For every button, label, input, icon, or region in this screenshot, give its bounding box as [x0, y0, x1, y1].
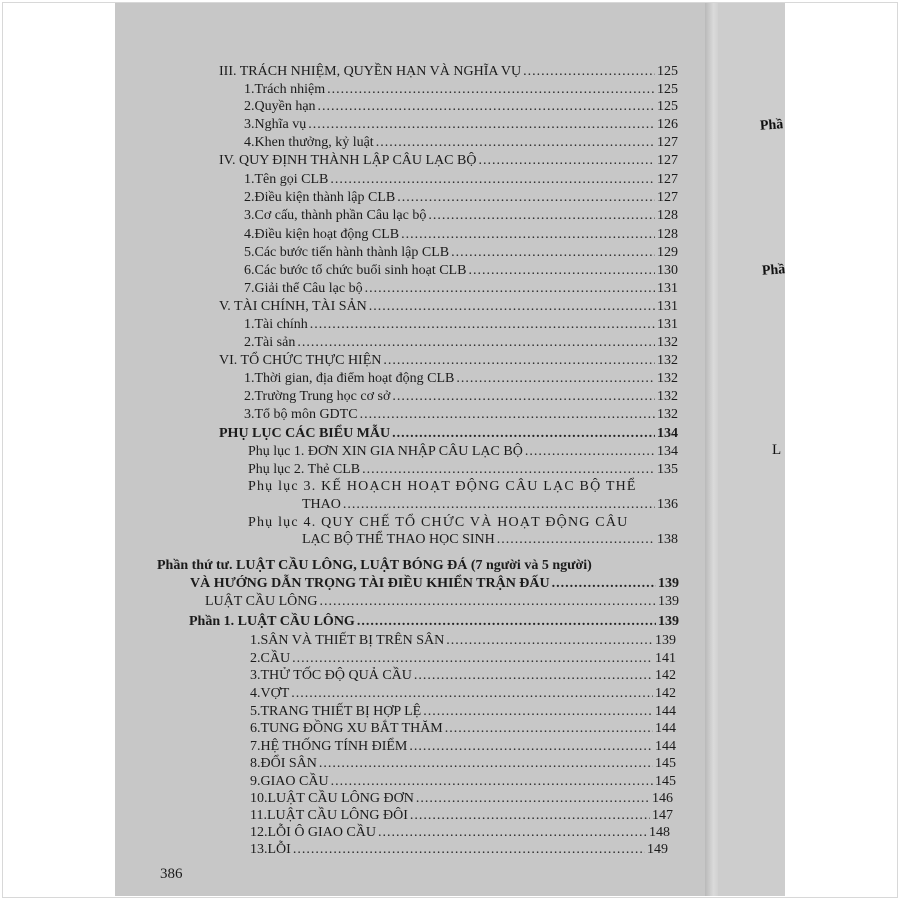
toc-entry: [302, 496, 678, 513]
toc-entry-page: 132: [657, 407, 678, 422]
page-number: 386: [160, 866, 183, 882]
toc-entry: [205, 593, 679, 610]
toc-entry-number: 6.: [250, 721, 261, 736]
toc-entry: [244, 244, 678, 261]
toc-dot-leader: [523, 63, 655, 80]
toc-entry-page: 148: [649, 825, 670, 840]
toc-entry-title: LUẬT CẦU LÔNG ĐƠN: [267, 791, 414, 806]
toc-dot-leader: [369, 298, 655, 315]
toc-entry-number: 2.: [244, 335, 255, 350]
toc-entry: [244, 171, 678, 188]
toc-entry-page: 132: [657, 353, 678, 368]
toc-entry-page: 144: [655, 739, 676, 754]
toc-entry-number: 2.: [244, 190, 255, 205]
toc-entry-title: Phụ lục 1. ĐƠN XIN GIA NHẬP CÂU LẠC BỘ: [248, 444, 523, 459]
toc-entry: [248, 443, 678, 460]
toc-entry-title: V. TÀI CHÍNH, TÀI SẢN: [219, 299, 367, 314]
toc-dot-leader: [343, 496, 655, 513]
toc-entry: [244, 98, 678, 115]
toc-entry-page: 134: [657, 426, 678, 441]
toc-entry-title: Phần thứ tư. LUẬT CẦU LÔNG, LUẬT BÓNG ĐÁ (7 người và 5 người): [157, 558, 592, 573]
toc-dot-leader: [552, 575, 656, 592]
toc-entry: [219, 298, 678, 315]
toc-entry-title: PHỤ LỤC CÁC BIỂU MẪU: [219, 426, 391, 441]
toc-dot-leader: [318, 98, 655, 115]
toc-dot-leader: [362, 461, 655, 478]
toc-dot-leader: [410, 807, 650, 824]
toc-entry-title: TRANG THIẾT BỊ HỢP LỆ: [260, 704, 422, 719]
toc-entry-page: 131: [657, 317, 678, 332]
toc-entry-number: 1.: [244, 172, 255, 187]
toc-entry-title: Điều kiện thành lập CLB: [254, 190, 396, 205]
toc-dot-leader: [392, 425, 655, 442]
toc-entry: [250, 703, 676, 720]
toc-dot-leader: [456, 370, 655, 387]
toc-entry-page: 149: [647, 842, 668, 857]
toc-entry-title: ĐỔI SÂN: [260, 756, 317, 771]
toc-entry: [250, 632, 676, 649]
toc-entry-title: LỖI: [267, 842, 291, 857]
toc-entry: [244, 207, 678, 224]
toc-entry: [250, 773, 676, 790]
toc-entry: [250, 790, 673, 807]
toc-entry: [244, 262, 678, 279]
toc-entry-title: Tài chính: [254, 317, 308, 332]
toc-dot-leader: [478, 152, 655, 169]
toc-entry-page: 144: [655, 704, 676, 719]
toc-entry-number: 4.: [244, 135, 255, 150]
toc-dot-leader: [292, 650, 653, 667]
toc-entry-number: 6.: [244, 263, 255, 278]
toc-dot-leader: [397, 189, 655, 206]
toc-dot-leader: [365, 280, 655, 297]
toc-entry-page: 142: [655, 686, 676, 701]
toc-dot-leader: [310, 316, 655, 333]
toc-dot-leader: [446, 632, 653, 649]
toc-entry-title: IV. QUY ĐỊNH THÀNH LẬP CÂU LẠC BỘ: [219, 153, 477, 168]
toc-entry: [244, 370, 678, 387]
toc-entry-number: 12.: [250, 825, 268, 840]
toc-entry-number: 7.: [250, 739, 261, 754]
toc-dot-leader: [308, 116, 655, 133]
toc-entry-number: 1.: [244, 371, 255, 386]
toc-entry-number: 3.: [250, 668, 261, 683]
toc-entry: [250, 841, 668, 858]
toc-entry-title: Phụ lục 2. Thẻ CLB: [248, 462, 361, 477]
toc-entry: [250, 738, 676, 755]
toc-entry-number: 3.: [244, 407, 255, 422]
toc-dot-leader: [291, 685, 653, 702]
toc-entry: [219, 152, 678, 169]
book-gutter: [705, 3, 719, 896]
toc-dot-leader: [525, 443, 655, 460]
toc-entry-page: 126: [657, 117, 678, 132]
toc-entry-number: 2.: [244, 389, 255, 404]
toc-entry-page: 135: [657, 462, 678, 477]
toc-entry-page: 127: [657, 135, 678, 150]
toc-entry-number: 7.: [244, 281, 255, 296]
toc-dot-leader: [320, 593, 656, 610]
toc-entry: [250, 685, 676, 702]
toc-entry-page: 131: [657, 281, 678, 296]
toc-entry-page: 132: [657, 371, 678, 386]
toc-entry-page: 132: [657, 335, 678, 350]
toc-entry-page: 127: [657, 153, 678, 168]
toc-dot-leader: [409, 738, 653, 755]
toc-entry: [248, 478, 646, 495]
toc-dot-leader: [497, 531, 655, 548]
toc-entry: [189, 613, 679, 630]
toc-entry: [244, 316, 678, 333]
toc-entry-title: CẦU: [260, 651, 291, 666]
toc-entry-number: 1.: [250, 633, 261, 648]
toc-entry-number: 10.: [250, 791, 268, 806]
toc-dot-leader: [423, 703, 653, 720]
toc-entry-number: 9.: [250, 774, 261, 789]
toc-entry-title: LỖI Ô GIAO CẦU: [267, 825, 376, 840]
toc-dot-leader: [331, 773, 653, 790]
toc-dot-leader: [383, 352, 655, 369]
toc-entry-number: 4.: [250, 686, 261, 701]
toc-entry-number: 3.: [244, 117, 255, 132]
toc-entry: [244, 334, 678, 351]
toc-entry: [250, 755, 676, 772]
toc-entry-title: Nghĩa vụ: [254, 117, 307, 132]
toc-entry-number: 2.: [244, 99, 255, 114]
toc-entry: [244, 280, 678, 297]
toc-dot-leader: [414, 667, 653, 684]
toc-entry-title: Trách nhiệm: [254, 82, 326, 97]
toc-entry-page: 136: [657, 497, 678, 512]
toc-entry-title: Quyền hạn: [254, 99, 316, 114]
toc-entry-number: 3.: [244, 208, 255, 223]
toc-entry: [250, 824, 670, 841]
toc-entry-number: 5.: [250, 704, 261, 719]
toc-entry: [244, 406, 678, 423]
toc-entry-title: Giải thể Câu lạc bộ: [254, 281, 363, 296]
toc-entry: [219, 63, 678, 80]
toc-entry: [157, 557, 646, 574]
toc-entry-page: 125: [657, 82, 678, 97]
toc-entry-title: Cơ cấu, thành phần Câu lạc bộ: [254, 208, 427, 223]
toc-dot-leader: [451, 244, 655, 261]
toc-entry-number: 8.: [250, 756, 261, 771]
toc-entry-page: 147: [652, 808, 673, 823]
toc-entry-page: 129: [657, 245, 678, 260]
toc-dot-leader: [428, 207, 655, 224]
toc-entry-page: 139: [658, 614, 679, 629]
toc-entry: [244, 116, 678, 133]
toc-entry-title: Phần 1. LUẬT CẦU LÔNG: [189, 614, 355, 629]
toc-entry-title: VÀ HƯỚNG DẪN TRỌNG TÀI ĐIỀU KHIỂN TRẬN ĐẤU: [190, 576, 550, 591]
toc-entry-number: 4.: [244, 227, 255, 242]
toc-entry-page: 128: [657, 208, 678, 223]
toc-entry: [219, 352, 678, 369]
toc-entry-page: 125: [657, 64, 678, 79]
right-page-text-fragment: Phầ: [761, 262, 786, 279]
toc-entry-page: 139: [658, 576, 679, 591]
toc-entry-page: 130: [657, 263, 678, 278]
toc-entry-title: Điều kiện hoạt động CLB: [254, 227, 400, 242]
toc-entry: [244, 134, 678, 151]
toc-entry-number: 1.: [244, 82, 255, 97]
toc-entry-number: 1.: [244, 317, 255, 332]
toc-entry-title: LUẬT CẦU LÔNG ĐÔI: [266, 808, 408, 823]
toc-dot-leader: [360, 406, 655, 423]
toc-entry: [250, 667, 676, 684]
toc-entry: [190, 575, 679, 592]
toc-entry: [244, 81, 678, 98]
toc-dot-leader: [319, 755, 653, 772]
toc-entry-page: 127: [657, 190, 678, 205]
toc-dot-leader: [330, 171, 655, 188]
toc-entry-page: 145: [655, 774, 676, 789]
toc-dot-leader: [327, 81, 655, 98]
toc-entry-title: TUNG ĐỒNG XU BẮT THĂM: [260, 721, 443, 736]
toc-entry-title: SÂN VÀ THIẾT BỊ TRÊN SÂN: [260, 633, 445, 648]
toc-entry-title: VỢT: [260, 686, 290, 701]
toc-dot-leader: [376, 134, 655, 151]
toc-entry: [302, 531, 678, 548]
toc-dot-leader: [392, 388, 655, 405]
toc-dot-leader: [445, 720, 653, 737]
toc-entry-title: HỆ THỐNG TÍNH ĐIỂM: [260, 739, 408, 754]
right-page-text-fragment: L: [772, 442, 782, 458]
toc-entry-title: Thời gian, địa điểm hoạt động CLB: [254, 371, 455, 386]
toc-entry-page: 142: [655, 668, 676, 683]
toc-entry-page: 139: [655, 633, 676, 648]
toc-entry-title: Phụ lục 3. KẾ HOẠCH HOẠT ĐỘNG CÂU LẠC BỘ THỂ: [248, 479, 637, 494]
toc-dot-leader: [468, 262, 655, 279]
toc-entry: [248, 514, 646, 531]
toc-entry-title: III. TRÁCH NHIỆM, QUYỀN HẠN VÀ NGHĨA VỤ: [219, 64, 522, 79]
toc-entry: [244, 388, 678, 405]
toc-entry-title: Tài sản: [254, 335, 296, 350]
toc-entry-title: Các bước tiến hành thành lập CLB: [254, 245, 450, 260]
toc-entry-title: Tên gọi CLB: [254, 172, 329, 187]
toc-entry-page: 146: [652, 791, 673, 806]
toc-dot-leader: [416, 790, 650, 807]
toc-entry-page: 134: [657, 444, 678, 459]
toc-entry-title: Phụ lục 4. QUY CHẾ TỔ CHỨC VÀ HOẠT ĐỘNG CÂU: [248, 515, 629, 530]
toc-entry-title: VI. TỔ CHỨC THỰC HIỆN: [219, 353, 382, 368]
toc-entry-page: 139: [658, 594, 679, 609]
toc-entry-title: Khen thưởng, kỷ luật: [254, 135, 374, 150]
toc-entry-page: 138: [657, 532, 678, 547]
toc-entry-page: 145: [655, 756, 676, 771]
right-page-text-fragment: Phầ: [759, 117, 784, 134]
toc-entry-title: LẠC BỘ THỂ THAO HỌC SINH: [302, 532, 495, 547]
toc-entry-title: THAO: [302, 497, 341, 512]
toc-entry-page: 131: [657, 299, 678, 314]
toc-entry: [250, 650, 676, 667]
toc-entry-page: 132: [657, 389, 678, 404]
toc-entry: [250, 720, 676, 737]
toc-dot-leader: [401, 226, 655, 243]
toc-dot-leader: [357, 613, 656, 630]
toc-entry-number: 2.: [250, 651, 261, 666]
toc-entry-page: 125: [657, 99, 678, 114]
toc-entry: [244, 226, 678, 243]
toc-entry-title: GIAO CẦU: [260, 774, 329, 789]
toc-dot-leader: [297, 334, 655, 351]
toc-entry-page: 141: [655, 651, 676, 666]
toc-dot-leader: [293, 841, 645, 858]
toc-entry-number: 5.: [244, 245, 255, 260]
toc-entry-page: 128: [657, 227, 678, 242]
toc-entry-title: Trường Trung học cơ sở: [254, 389, 391, 404]
toc-entry-page: 144: [655, 721, 676, 736]
toc-dot-leader: [378, 824, 647, 841]
toc-entry-title: THỬ TỐC ĐỘ QUẢ CẦU: [260, 668, 412, 683]
toc-entry-title: Các bước tổ chức buổi sinh hoạt CLB: [254, 263, 467, 278]
toc-entry-number: 11.: [250, 808, 267, 823]
toc-entry: [248, 461, 678, 478]
toc-entry: [250, 807, 673, 824]
toc-entry: [219, 425, 678, 442]
toc-entry-title: LUẬT CẦU LÔNG: [205, 594, 318, 609]
toc-entry-title: Tổ bộ môn GDTC: [254, 407, 358, 422]
toc-entry-page: 127: [657, 172, 678, 187]
toc-entry-number: 13.: [250, 842, 268, 857]
toc-entry: [244, 189, 678, 206]
